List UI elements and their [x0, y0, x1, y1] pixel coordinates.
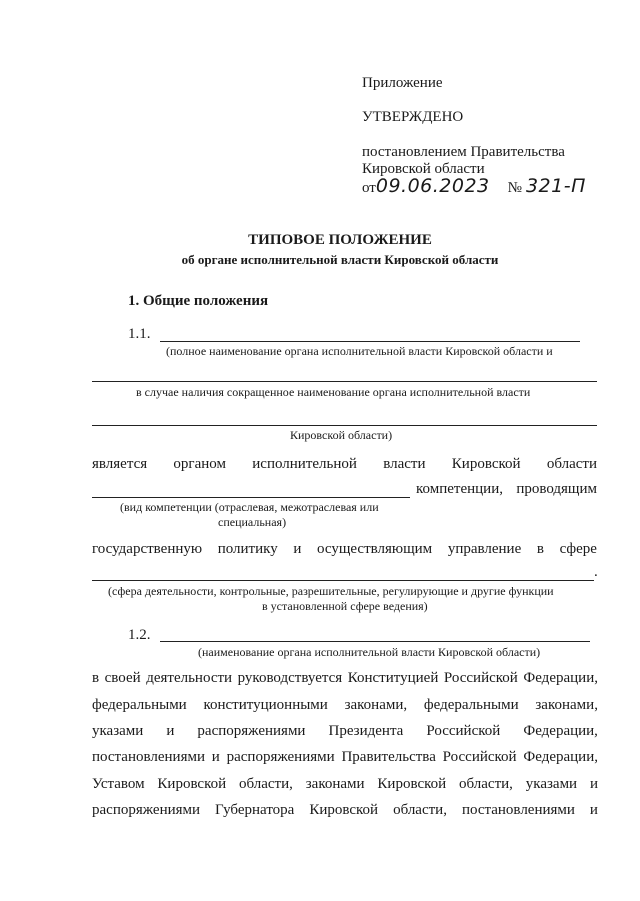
hint-full-name: (полное наименование органа исполнительной власти Кировской области и	[166, 344, 553, 358]
word: указами	[92, 723, 144, 739]
body-line-2	[92, 697, 598, 714]
approved-label: УТВЕРЖДЕНО	[362, 109, 464, 125]
handwritten-number: 321-П	[525, 175, 586, 197]
word: исполнительной	[252, 456, 357, 472]
resolution-date-number	[362, 175, 586, 197]
blank-line-competence	[92, 497, 410, 498]
word: сфере	[559, 541, 597, 557]
word: деятельности	[146, 670, 233, 686]
word: и	[293, 541, 302, 557]
word: и	[166, 723, 175, 739]
resolution-line-1: постановлением Правительства	[362, 144, 565, 160]
word: области	[546, 456, 597, 472]
text-row-is-body	[92, 456, 597, 473]
section-heading: 1. Общие положения	[128, 293, 269, 309]
blank-line-sphere	[92, 580, 594, 581]
hint-competence-1: (вид компетенции (отраслевая, межотраслевая или	[120, 500, 379, 514]
word: политику	[217, 541, 278, 557]
word: власти	[383, 456, 426, 472]
word: Президента	[328, 723, 404, 739]
hint-org-name-1-2: (наименование органа исполнительной власти Кировской области)	[198, 645, 541, 659]
body-line-5	[92, 776, 598, 793]
hint-sphere-1: (сфера деятельности, контрольные, разрешительные, регулирующие и другие функции	[108, 584, 554, 598]
word: Кировской	[157, 776, 227, 792]
word: постановлениями	[461, 802, 575, 818]
body-line-6	[92, 802, 598, 819]
body-line-3	[92, 723, 598, 740]
from-prefix: от	[362, 180, 376, 196]
body-line-4	[92, 749, 598, 766]
document-title: ТИПОВОЕ ПОЛОЖЕНИЕ	[248, 232, 432, 248]
item-number-1-2: 1.2.	[128, 627, 151, 643]
word: законами	[305, 776, 365, 792]
word: Кировской	[451, 456, 521, 472]
word: распоряжениями	[92, 802, 201, 818]
word: области,	[393, 802, 447, 818]
word: компетенции,	[416, 481, 503, 497]
hint-short-name: в случае наличия сокращенное наименование органа исполнительной власти	[136, 385, 531, 399]
word: руководствуется	[237, 670, 343, 686]
word: своей	[104, 670, 141, 686]
hint-sphere-2: в установленной сфере ведения)	[262, 599, 428, 613]
word: Правительства	[341, 749, 436, 765]
text-row-state-policy	[92, 541, 597, 558]
word: распоряжениями	[226, 749, 335, 765]
word: Российской	[442, 749, 517, 765]
word: области,	[239, 776, 293, 792]
word: конституционными	[203, 697, 328, 713]
document-subtitle: об органе исполнительной власти Кировской области	[181, 252, 499, 267]
word: Уставом	[92, 776, 145, 792]
word: Губернатора	[215, 802, 295, 818]
sphere-period: .	[594, 564, 598, 580]
word: законами,	[535, 697, 598, 713]
appendix-label: Приложение	[362, 75, 443, 91]
word: и	[589, 776, 598, 792]
word: распоряжениями	[197, 723, 306, 739]
text-row-competence	[416, 481, 597, 498]
item-number-1-1: 1.1.	[128, 326, 151, 342]
word: Кировской	[377, 776, 447, 792]
word: в	[536, 541, 544, 557]
blank-line-org-name-1-2	[160, 641, 590, 642]
hint-competence-2: специальная)	[218, 515, 287, 529]
blank-line-org-name-3	[92, 425, 597, 426]
word: Конституцией	[347, 670, 439, 686]
word: области,	[459, 776, 513, 792]
word: проводящим	[516, 481, 597, 497]
word: управление	[447, 541, 522, 557]
word: Федерации,	[523, 670, 598, 686]
word: указами	[525, 776, 578, 792]
word: Федерации,	[523, 749, 598, 765]
hint-region: Кировской области)	[290, 428, 393, 442]
blank-line-org-name-2	[92, 381, 597, 382]
word: в	[92, 670, 100, 686]
word: является	[92, 456, 148, 472]
handwritten-date: 09.06.2023	[375, 175, 490, 197]
word: федеральными	[423, 697, 519, 713]
body-line-1	[92, 670, 598, 687]
resolution-line-2: Кировской области	[362, 161, 485, 177]
word: осуществляющим	[317, 541, 433, 557]
word: Кировской	[309, 802, 379, 818]
word: Федерации,	[523, 723, 598, 739]
word: Российской	[426, 723, 501, 739]
blank-line-org-name	[160, 341, 580, 342]
word: и	[589, 802, 598, 818]
word: и	[211, 749, 220, 765]
number-prefix: №	[507, 180, 522, 196]
word: государственную	[92, 541, 203, 557]
word: Российской	[443, 670, 518, 686]
word: федеральными	[92, 697, 187, 713]
word: органом	[173, 456, 226, 472]
word: законами,	[344, 697, 408, 713]
word: постановлениями	[92, 749, 205, 765]
